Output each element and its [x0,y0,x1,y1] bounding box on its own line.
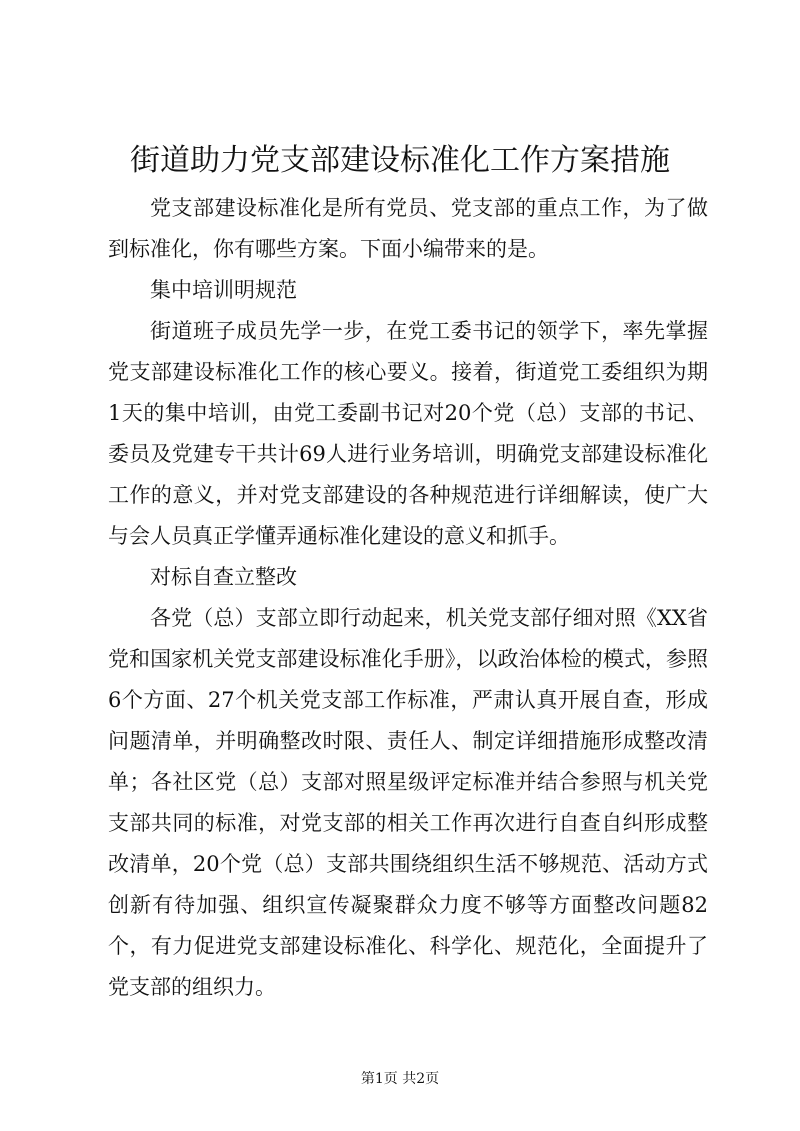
training-paragraph: 街道班子成员先学一步，在党工委书记的领学下，率先掌握党支部建设标准化工作的核心要义。接着，街道党工委组织为期1天的集中培训，由党工委副书记对20个党（总）支部的书记、委员及党建专干共计69人进行业务培训，明确党支部建设标准化工作的意义，并对党支部建设的各种规范进行详细解读，使广大与会人员真正学懂弄通标准化建设的意义和抓手。 [108,319,708,548]
intro-paragraph: 党支部建设标准化是所有党员、党支部的重点工作，为了做到标准化，你有哪些方案。下面小编带来的是。 [108,196,708,261]
document-title: 街道助力党支部建设标准化工作方案措施 [130,143,670,178]
section-heading-training: 集中培训明规范 [150,278,297,302]
document-body [108,188,708,1008]
page-number-footer: 第1页 共2页 [360,1071,440,1087]
rectification-paragraph: 各党（总）支部立即行动起来，机关党支部仔细对照《XX省党和国家机关党支部建设标准化手册》，以政治体检的模式，参照6个方面、27个机关党支部工作标准，严肃认真开展自查，形成问题清单，并明确整改时限、责任人、制定详细措施形成整改清单；各社区党（总）支部对照星级评定标准并结合参照与机关党支部共同的标准，对党支部的相关工作再次进行自查自纠形成整改清单，20个党（总）支部共围绕组织生活不够规范、活动方式创新有待加强、组织宣传凝聚群众力度不够等方面整改问题82个，有力促进党支部建设标准化、科学化、规范化，全面提升了党支部的组织力。 [108,606,708,999]
section-heading-rectification: 对标自查立整改 [150,565,297,589]
